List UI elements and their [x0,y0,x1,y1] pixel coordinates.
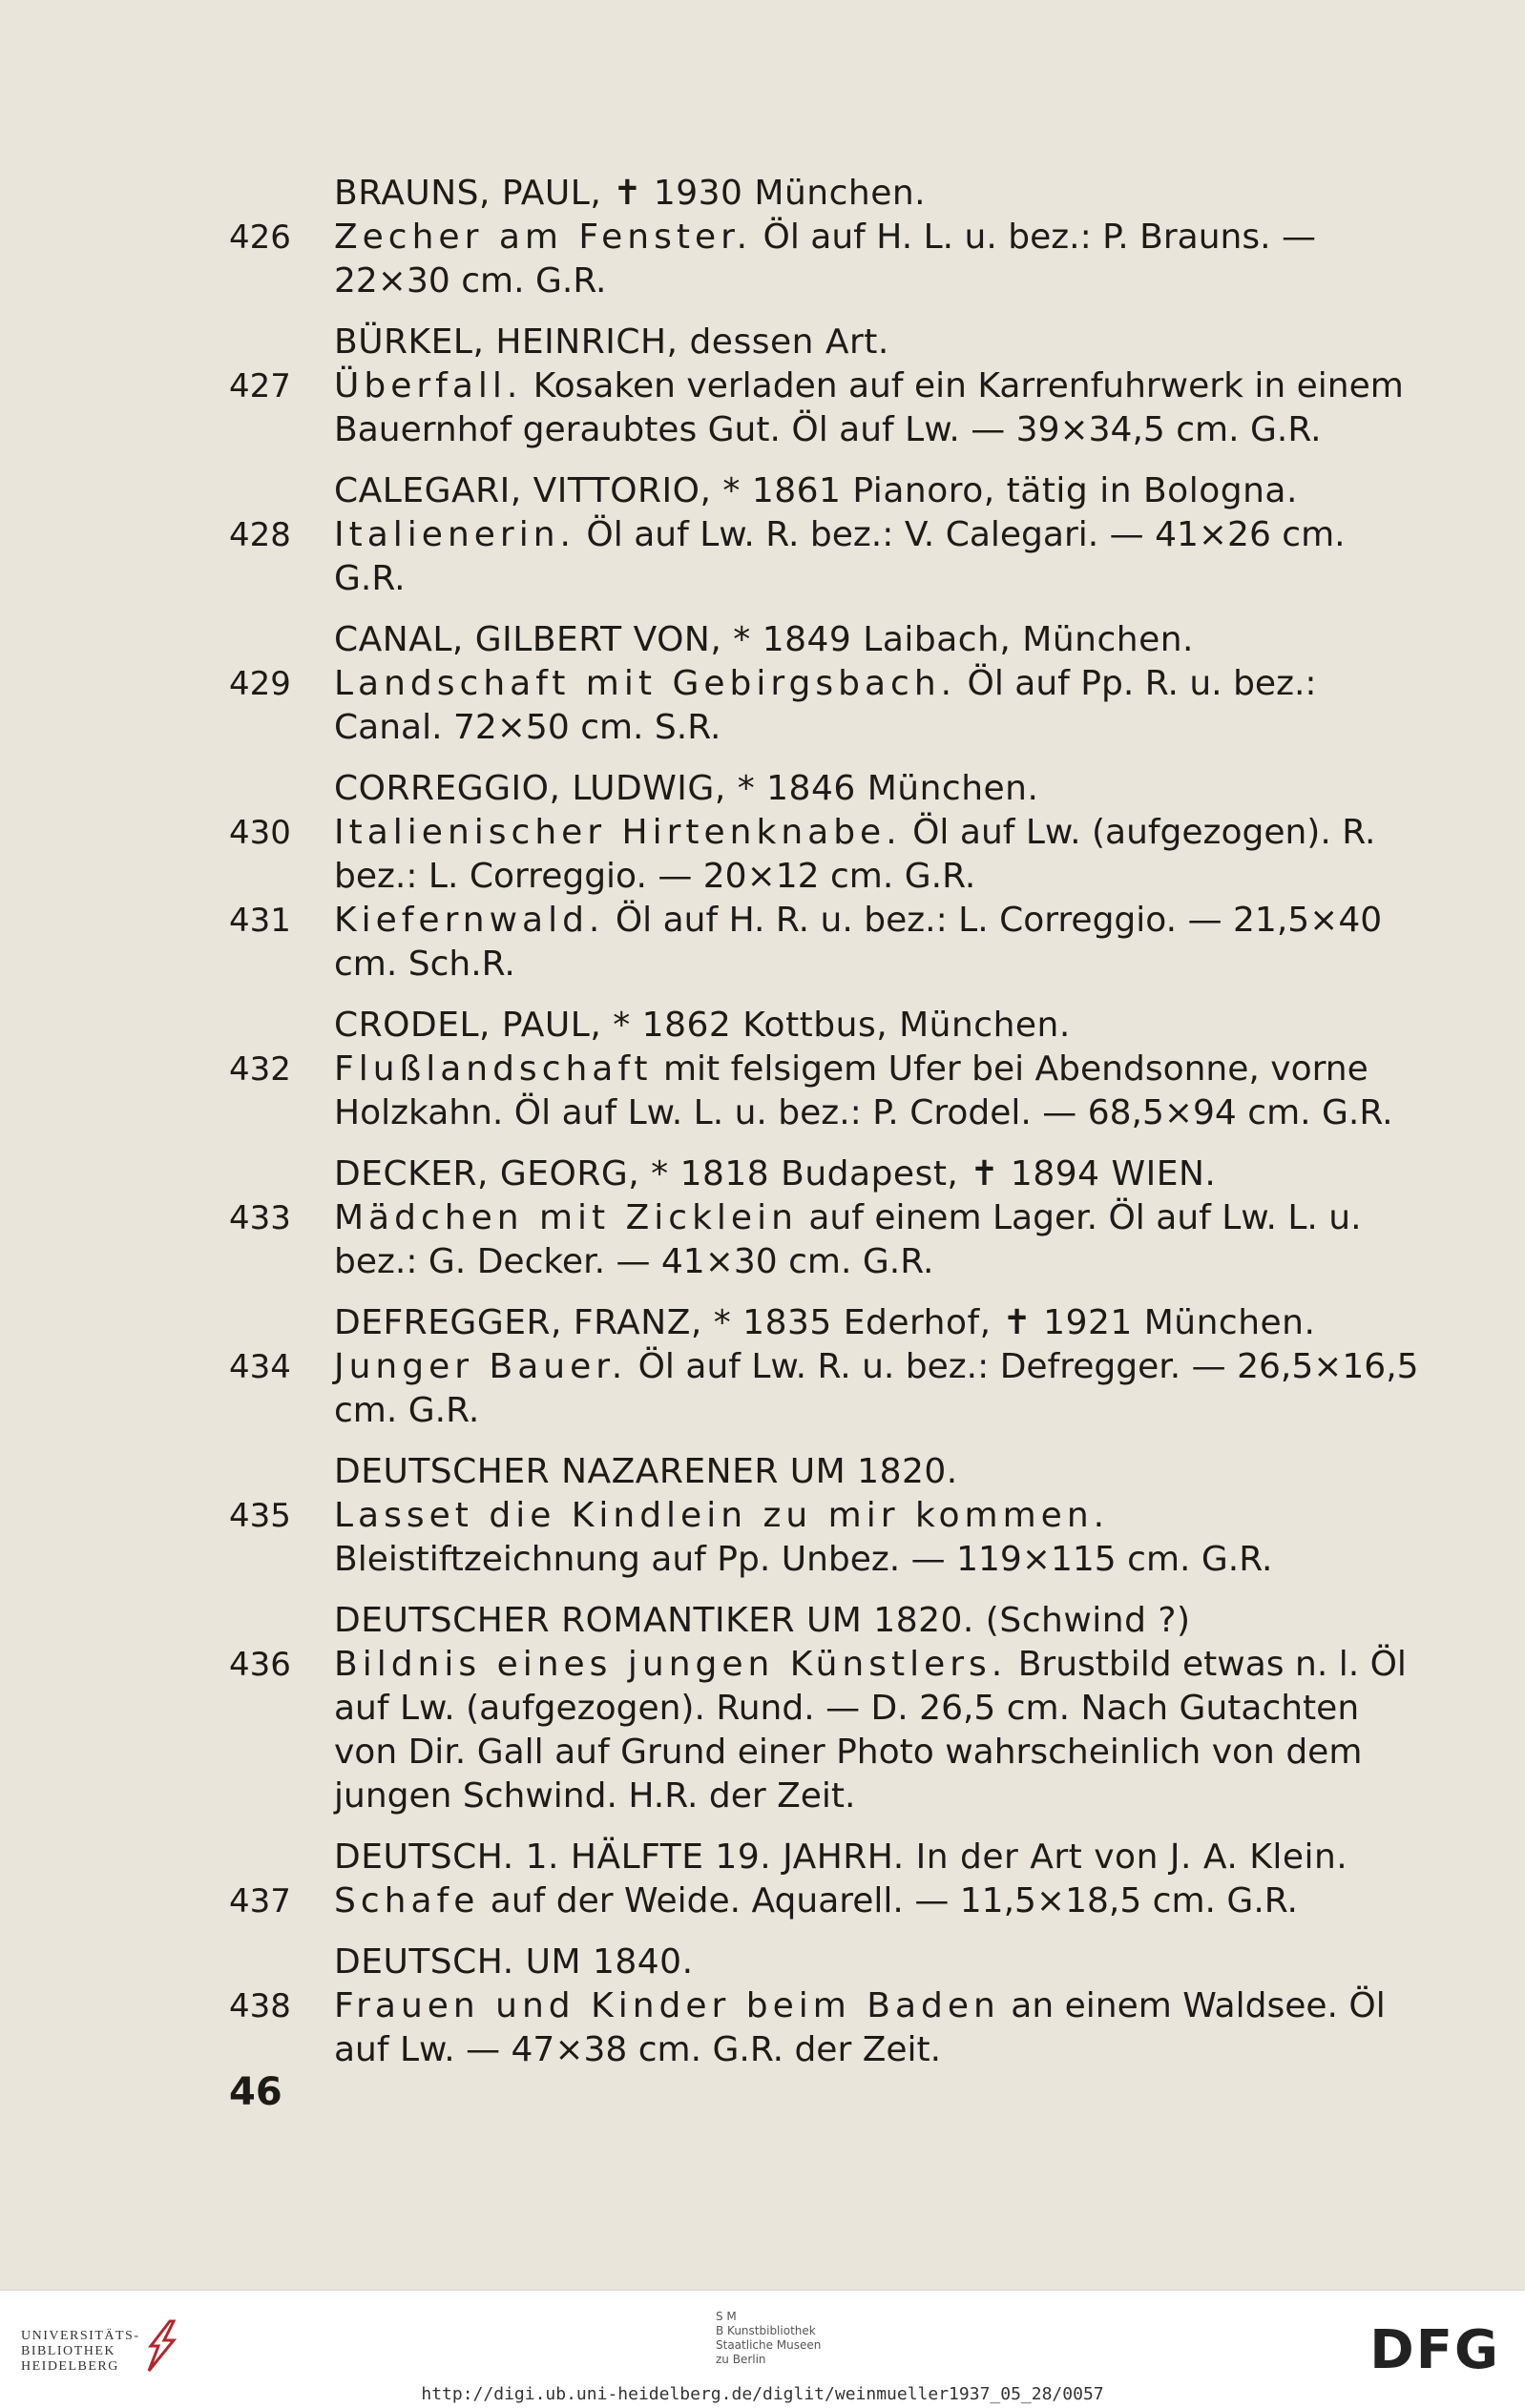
lot-title: Zecher am Fenster. [334,218,753,257]
lot-item [229,1048,1422,1135]
catalog-entries [229,172,1422,2089]
artist-entry [229,321,1422,452]
artist-entry [229,1836,1422,1923]
lot-description: mit felsigem Ufer bei Abendsonne, vorne Holzkahn. Öl auf Lw. L. u. bez.: P. Crodel. — 68,5×94 cm. G.R. [334,1049,1393,1132]
lot-title: Lasset die Kindlein zu mir kommen. [334,1496,1110,1535]
lot-number: 426 [229,218,291,257]
lot-number: 438 [229,1987,291,2025]
page-number: 46 [229,2070,282,2114]
lot-number: 428 [229,516,291,554]
digitization-footer [0,2290,1525,2408]
lot-number: 427 [229,367,291,405]
lot-title: Schafe [334,1881,480,1920]
lot-title: Junger Bauer. [334,1347,628,1386]
lot-title: Italienerin. [334,515,575,554]
lot-title: Frauen und Kinder beim Baden [334,1986,1000,2025]
lot-number: 433 [229,1199,291,1237]
lot-description: an einem Waldsee. Öl auf Lw. — 47×38 cm. G.R. der Zeit. [334,1986,1386,2069]
lot-title: Landschaft mit Gebirgsbach. [334,664,957,703]
lot-title: Bildnis eines jungen Künstlers. [334,1645,1008,1684]
artist-heading: DEUTSCH. UM 1840. [334,1942,694,1982]
lot-description: Bleistiftzeichnung auf Pp. Unbez. — 119×115 cm. G.R. [334,1540,1273,1579]
lot-description: Öl auf H. L. u. bez.: P. Brauns. — 22×30 cm. G.R. [334,218,1316,301]
artist-heading: DEUTSCHER NAZARENER UM 1820. [334,1452,958,1491]
university-library-name: UNIVERSITÄTS- BIBLIOTHEK HEIDELBERG [21,2329,140,2374]
lot-description: Öl auf Lw. (aufgezogen). R. bez.: L. Correggio. — 20×12 cm. G.R. [334,813,1376,896]
lot-description: auf der Weide. Aquarell. — 11,5×18,5 cm. G.R. [479,1881,1298,1920]
lot-item [229,1984,1422,2072]
lot-item [229,811,1422,899]
dfg-logo: DFG [1369,2319,1500,2381]
artist-entry [229,1301,1422,1433]
artist-entry [229,1152,1422,1284]
lot-number: 435 [229,1497,291,1535]
lot-number: 436 [229,1646,291,1684]
artist-entry [229,1004,1422,1135]
artist-heading: CRODEL, PAUL, * 1862 Kottbus, München. [334,1006,1071,1045]
artist-entry [229,767,1422,986]
artist-entry [229,172,1422,303]
lot-title: Kiefernwald. [334,901,605,940]
lot-title: Italienischer Hirtenknabe. [334,813,902,852]
artist-heading: DEUTSCH. 1. HÄLFTE 19. JAHRH. In der Art von J. A. Klein. [334,1837,1348,1877]
lot-item [229,1345,1422,1433]
artist-heading: CANAL, GILBERT VON, * 1849 Laibach, München. [334,620,1194,659]
lot-number: 429 [229,665,291,703]
lot-number: 431 [229,902,291,940]
lot-item [229,662,1422,750]
lot-item [229,1494,1422,1582]
artist-heading: BÜRKEL, HEINRICH, dessen Art. [334,322,889,362]
artist-entry [229,469,1422,601]
lot-item [229,513,1422,601]
lot-title: Mädchen mit Zicklein [334,1198,798,1237]
artist-entry [229,1599,1422,1818]
lot-title: Flußlandschaft [334,1049,653,1089]
lot-description: auf einem Lager. Öl auf Lw. L. u. bez.: G. Decker. — 41×30 cm. G.R. [334,1198,1362,1281]
lot-item [229,1196,1422,1284]
lot-description: Öl auf Lw. R. bez.: V. Calegari. — 41×26 cm. G.R. [334,515,1346,598]
artist-heading: DECKER, GEORG, * 1818 Budapest, ✝ 1894 WIEN. [334,1154,1217,1194]
lot-description: Brustbild etwas n. l. Öl auf Lw. (aufgezogen). Rund. — D. 26,5 cm. Nach Gutachten von Dir. Gall auf Grund einer Photo wahrscheinlich von dem jungen Schwind. H.R. der Zeit. [334,1645,1407,1816]
source-url[interactable]: http://digi.ub.uni-heidelberg.de/diglit/weinmueller1937_05_28/0057 [421,2384,1104,2404]
lot-item [229,1879,1422,1923]
sm-kunstbibliothek-label: S M B Kunstbibliothek Staatliche Museen zu Berlin [716,2310,822,2366]
lot-description: Öl auf Pp. R. u. bez.: Canal. 72×50 cm. S.R. [334,664,1317,747]
lot-item [229,216,1422,303]
lot-item [229,364,1422,452]
lot-description: Öl auf H. R. u. bez.: L. Correggio. — 21,5×40 cm. Sch.R. [334,901,1383,984]
artist-entry [229,618,1422,750]
artist-entry [229,1941,1422,2072]
lot-number: 434 [229,1348,291,1386]
university-logo-icon [141,2317,183,2375]
lot-title: Überfall. [334,366,523,405]
lot-item [229,1643,1422,1818]
lot-description: Öl auf Lw. R. u. bez.: Defregger. — 26,5×16,5 cm. G.R. [334,1347,1419,1430]
artist-heading: DEFREGGER, FRANZ, * 1835 Ederhof, ✝ 1921 München. [334,1303,1316,1342]
artist-heading: CORREGGIO, LUDWIG, * 1846 München. [334,769,1039,808]
artist-heading: BRAUNS, PAUL, ✝ 1930 München. [334,174,927,213]
artist-heading: DEUTSCHER ROMANTIKER UM 1820. (Schwind ?) [334,1601,1191,1640]
lot-number: 430 [229,814,291,852]
lot-number: 437 [229,1882,291,1920]
lot-description: Kosaken verladen auf ein Karrenfuhrwerk in einem Bauernhof geraubtes Gut. Öl auf Lw. — 39×34,5 cm. G.R. [334,366,1404,449]
artist-heading: CALEGARI, VITTORIO, * 1861 Pianoro, tätig in Bologna. [334,471,1298,510]
lot-number: 432 [229,1050,291,1089]
lot-item [229,899,1422,986]
artist-entry [229,1450,1422,1582]
